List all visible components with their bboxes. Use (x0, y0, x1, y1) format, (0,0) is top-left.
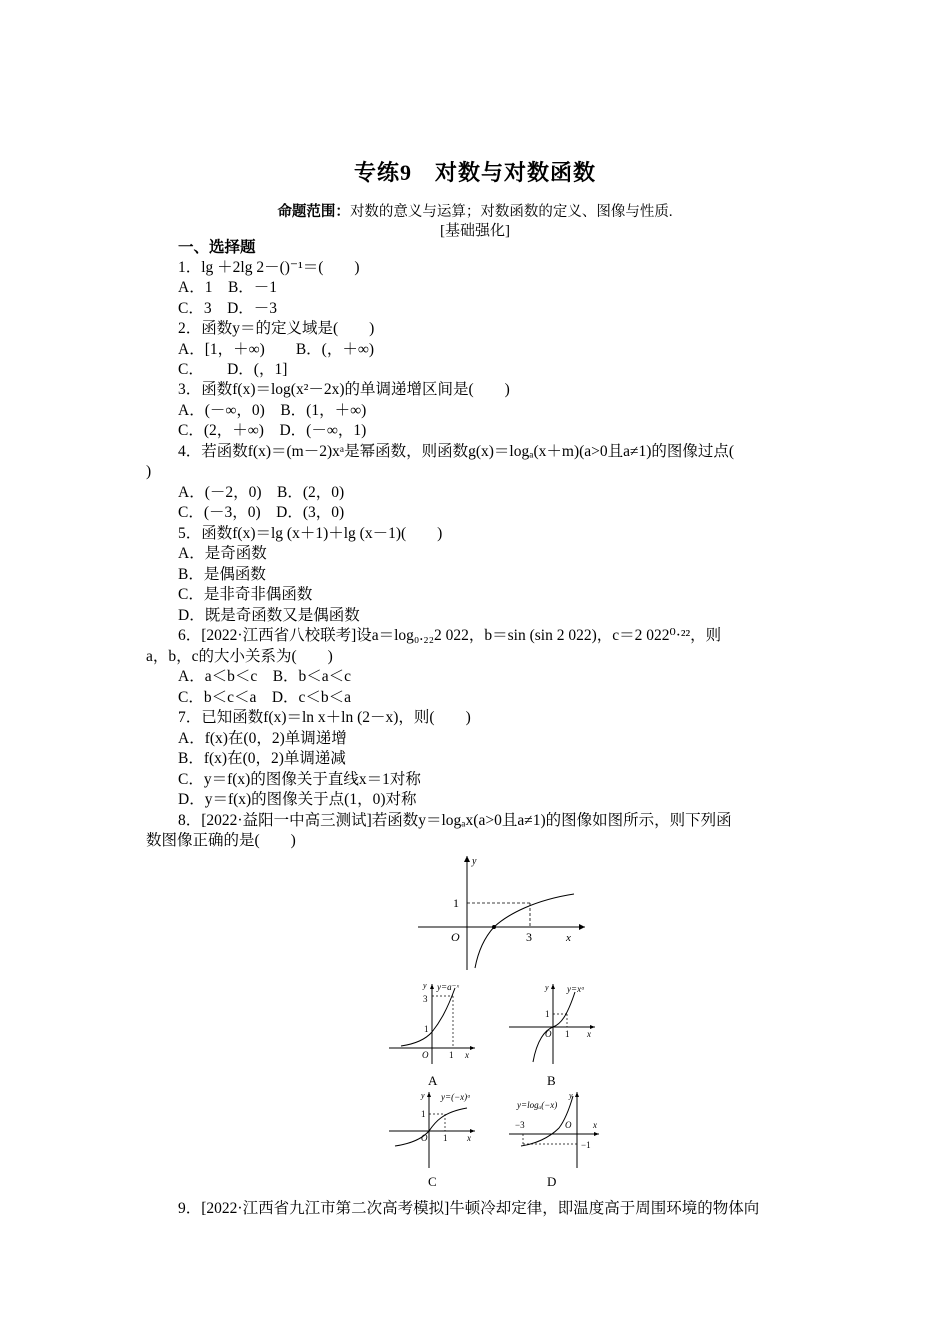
q1-options-ab: A．1 B．－1 (178, 279, 278, 296)
question-8: 8．[2022·益阳一中高三测试]若函数y＝logₐx(a>0且a≠1)的图像如图所示，则下列函 (178, 812, 732, 829)
subtitle: [基础强化] (440, 223, 510, 239)
question-6-cont: a，b，c的大小关系为( ) (146, 648, 333, 665)
graph-c-label: C (428, 1174, 437, 1189)
main-log-graph (410, 852, 590, 972)
q5-option-b: B．是偶函数 (178, 566, 266, 583)
c-y-label: y (421, 1091, 425, 1100)
d-origin: O (565, 1120, 572, 1130)
q7-option-b: B．f(x)在(0，2)单调递减 (178, 750, 346, 767)
a-tick-1x: 1 (449, 1050, 454, 1060)
q2-options-ab: A．[1，＋∞) B．(，＋∞) (178, 341, 375, 358)
question-9: 9．[2022·江西省九江市第二次高考模拟]牛顿冷却定律，即温度高于周围环境的物体向 (178, 1200, 760, 1217)
q6-options-cd: C．b＜c＜a D．c＜b＜a (178, 689, 352, 706)
question-8-cont: 数图像正确的是( ) (146, 832, 296, 849)
question-3: 3．函数f(x)＝log(x²－2x)的单调递增区间是( ) (178, 381, 510, 398)
x-intercept-point (492, 925, 496, 929)
d-y-arrow (575, 1092, 579, 1097)
b-func-label: y=xᵃ (567, 984, 585, 994)
question-2: 2．函数y＝的定义域是( ) (178, 320, 375, 337)
q5-option-a: A．是奇函数 (178, 545, 267, 562)
q3-options-cd: C．(2，＋∞) D．(－∞，1) (178, 422, 367, 439)
d-func-label: y=logₐ(−x) (517, 1100, 558, 1110)
scope-label: 命题范围： (277, 204, 350, 220)
q5-option-d: D．既是奇函数又是偶函数 (178, 607, 360, 624)
x-arrow (579, 924, 585, 930)
b-tick-1y: 1 (545, 1009, 550, 1019)
tick-3: 3 (526, 930, 532, 944)
q3-options-ab: A．(－∞，0) B．(1，＋∞) (178, 402, 367, 419)
a-func-label: y=a⁻ˣ (437, 982, 459, 992)
b-origin: O (545, 1029, 552, 1039)
question-5: 5．函数f(x)＝lg (x＋1)＋lg (x－1)( ) (178, 525, 443, 542)
q7-option-d: D．y＝f(x)的图像关于点(1，0)对称 (178, 791, 417, 808)
graph-a-label: A (428, 1073, 438, 1088)
d-tick-neg3: −3 (515, 1120, 525, 1130)
x-label: x (566, 932, 571, 944)
q2-options-cd: C． D．(，1] (178, 361, 288, 378)
origin-label: O (451, 930, 460, 944)
scope-line (0, 200, 950, 221)
question-4-cont: ) (146, 463, 152, 480)
c-func-label: y=(−x)ᵃ (441, 1092, 471, 1102)
d-x-arrow (594, 1132, 599, 1136)
a-x-label: x (465, 1050, 469, 1060)
a-tick-3: 3 (423, 994, 428, 1004)
graph-c (385, 1088, 485, 1170)
graph-d (505, 1088, 605, 1170)
c-x-label: x (467, 1133, 471, 1143)
graph-d-label: D (547, 1174, 557, 1189)
c-tick-1y: 1 (421, 1109, 426, 1119)
graph-a (385, 980, 485, 1070)
graph-b-label: B (547, 1073, 556, 1088)
question-1: 1．lg ＋2lg 2－()⁻¹＝( ) (178, 259, 360, 276)
c-y-arrow (427, 1092, 431, 1097)
scope-text: 对数的意义与运算；对数函数的定义、图像与性质. (349, 204, 673, 220)
tick-1: 1 (453, 896, 459, 910)
a-curve (401, 988, 455, 1046)
question-6: 6．[2022·江西省八校联考]设a＝log₀.₂₂2 022，b＝sin (sin 2 022)，c＝2 022⁰·²²，则 (178, 627, 722, 644)
q4-options-cd: C．(－3，0) D．(3，0) (178, 504, 345, 521)
y-arrow (464, 856, 470, 862)
d-x-label: x (593, 1120, 597, 1130)
graph-b (505, 980, 605, 1070)
a-origin: O (422, 1050, 429, 1060)
q6-options-ab: A．a＜b＜c B．b＜a＜c (178, 668, 352, 685)
question-4: 4．若函数f(x)＝(m－2)xᵃ是幂函数，则函数g(x)＝logₐ(x＋m)(a>0且a≠1)的图像过点( (178, 443, 735, 460)
log-curve (475, 894, 574, 968)
a-y-arrow (430, 984, 434, 989)
q1-options-cd: C．3 D．－3 (178, 300, 278, 317)
q5-option-c: C．是非奇非偶函数 (178, 586, 313, 603)
a-x-arrow (470, 1046, 475, 1050)
b-tick-1x: 1 (565, 1029, 570, 1039)
a-y-label: y (423, 981, 427, 990)
c-tick-1x: 1 (443, 1133, 448, 1143)
b-x-label: x (587, 1029, 591, 1039)
section-heading: 一、选择题 (178, 239, 256, 256)
c-origin: O (421, 1133, 428, 1143)
page-title: 专练9 对数与对数函数 (353, 160, 596, 185)
q7-option-a: A．f(x)在(0，2)单调递增 (178, 730, 347, 747)
q7-option-c: C．y＝f(x)的图像关于直线x＝1对称 (178, 771, 421, 788)
a-tick-1y: 1 (424, 1024, 429, 1034)
b-y-arrow (551, 984, 555, 989)
question-7: 7．已知函数f(x)＝ln x＋ln (2－x)，则( ) (178, 709, 471, 726)
q4-options-ab: A．(－2，0) B．(2，0) (178, 484, 345, 501)
b-y-label: y (545, 983, 549, 992)
y-label: y (472, 856, 477, 867)
d-y-label: y (569, 1091, 573, 1100)
d-tick-neg1: −1 (581, 1140, 591, 1150)
